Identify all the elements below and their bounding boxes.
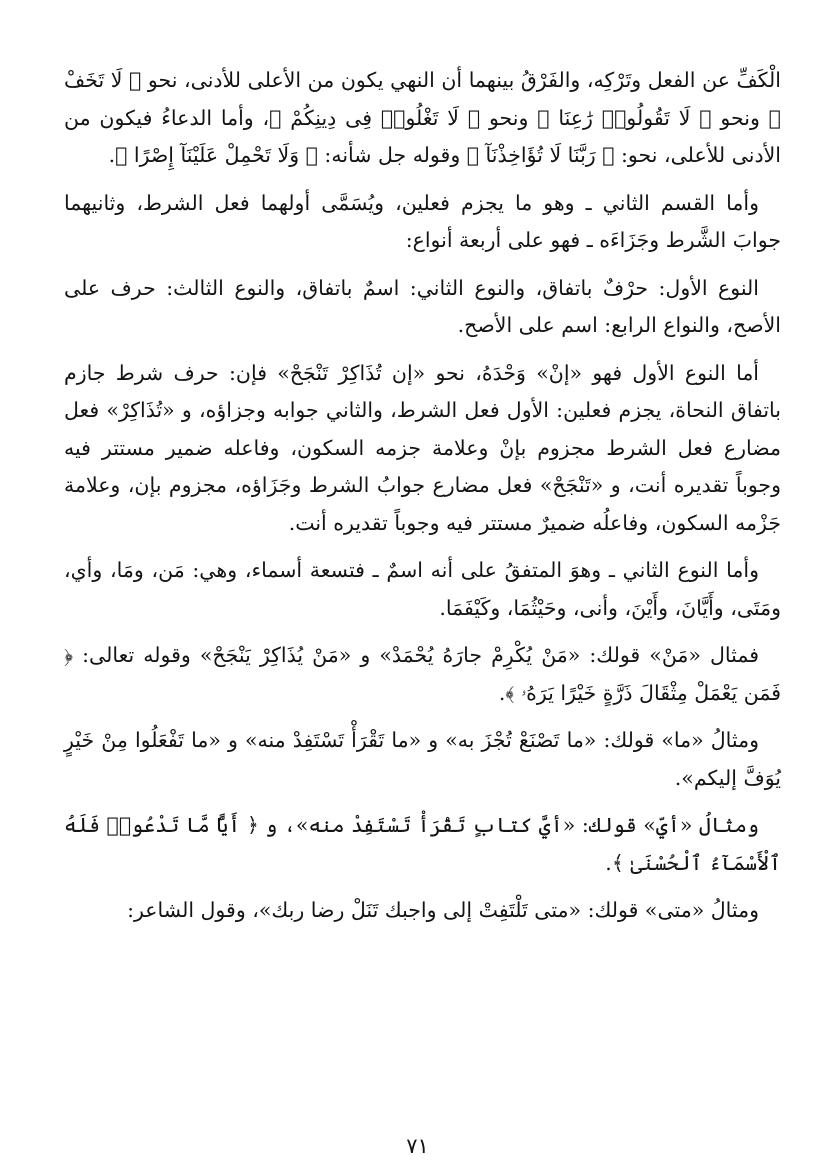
paragraph-9: ومثالُ «متى» قولك: «متى تَلْتَفِتْ إلى واجبك تَنَلْ رضا ربك»، وقول الشاعر:	[127, 898, 759, 922]
paragraph-6: فمثال «مَنْ» قولك: «مَنْ يُكْرِمْ جارَهُ يُحْمَدْ» و «مَنْ يُذَاكِرْ يَنْجَحْ» وقوله تعالى: ﴿ فَمَن يَعْمَلْ مِثْقَالَ ذَرَّةٍ خَيْرًا يَرَهُۥ ﴾.	[64, 643, 781, 705]
paragraph-7: ومثالُ «ما» قولك: «ما تَصْنَعْ تُجْزَ به» و «ما تَقْرَأْ تَسْتَفِدْ منه» و «ما تَفْعَلُوا مِنْ خَيْرٍ يُوَفَّ إليكم».	[64, 728, 781, 790]
page-number: ٧١	[406, 1134, 429, 1158]
paragraph-3: النوع الأول: حرْفٌ باتفاق، والنوع الثاني: اسمٌ باتفاق، والنوع الثالث: حرف على الأصح، والنواع الرابع: اسم على الأصح.	[64, 275, 781, 337]
page-body	[64, 62, 781, 1116]
paragraph-5: وأما النوع الثاني ـ وهوَ المتفقُ على أنه اسمٌ ـ فتسعة أسماء، وهي: مَن، ومَا، وأي، ومَتَى، وأَيَّانَ، وأَيْنَ، وأنى، وحَيْثُمَا، وكَيْفَمَا.	[64, 558, 781, 620]
paragraph-4: أما النوع الأول فهو «إنْ» وَحْدَهُ، نحو «إن تُذَاكِرْ تَنْجَحْ» فإن: حرف شرط جازم باتفاق النحاة، يجزم فعلين: الأول فعل الشرط، والثاني جوابه وجزاؤه، و «تُذَاكِرْ» فعل مضارع فعل الشرط مجزوم بإنْ وعلامة جزمه السكون، وفاعله ضمير مستتر فيه وجوباً تقديره أنت، و «تَنْجَحْ» فعل مضارع جوابُ الشرط وجَزَاؤه، مجزوم بإن، وعلامة جَزْمه السكون، وفاعلُه ضميرٌ مستتر فيه وجوباً تقديره أنت.	[64, 360, 781, 535]
paragraph-8: ومثالُ «أيِّ» قولك: «أيَّ كتابٍ تَقْرَأْ تَسْتَفِدْ منه»، و ﴿ أَيًّا مَّا تَدْعُوا۟ فَلَهُ ٱلْأَسْمَآءُ ٱلْحُسْنَىٰ ﴾.	[64, 813, 781, 875]
paragraph-1: الْكَفِّ عن الفعل وتَرْكِه، والفَرْقُ بينهما أن النهي يكون من الأعلى للأدنى، نحو ﴿ لَا تَخَفْ ﴾ ونحو ﴿ لَا تَقُولُوا۟ رَٰعِنَا ﴾ ونحو ﴿ لَا تَغْلُوا۟ فِى دِينِكُمْ ﴾، وأما الدعاءُ فيكون من الأدنى للأعلى، نحو: ﴿ رَبَّنَا لَا تُؤَاخِذْنَآ ﴾ وقوله جل شأنه: ﴿ وَلَا تَحْمِلْ عَلَيْنَآ إِصْرًا ﴾.	[64, 68, 781, 167]
paragraph-2: وأما القسم الثاني ـ وهو ما يجزم فعلين، ويُسَمَّى أولهما فعل الشرط، وثانيهما جوابَ الشَّرط وجَزَاءَه ـ فهو على أربعة أنواع:	[64, 190, 781, 252]
